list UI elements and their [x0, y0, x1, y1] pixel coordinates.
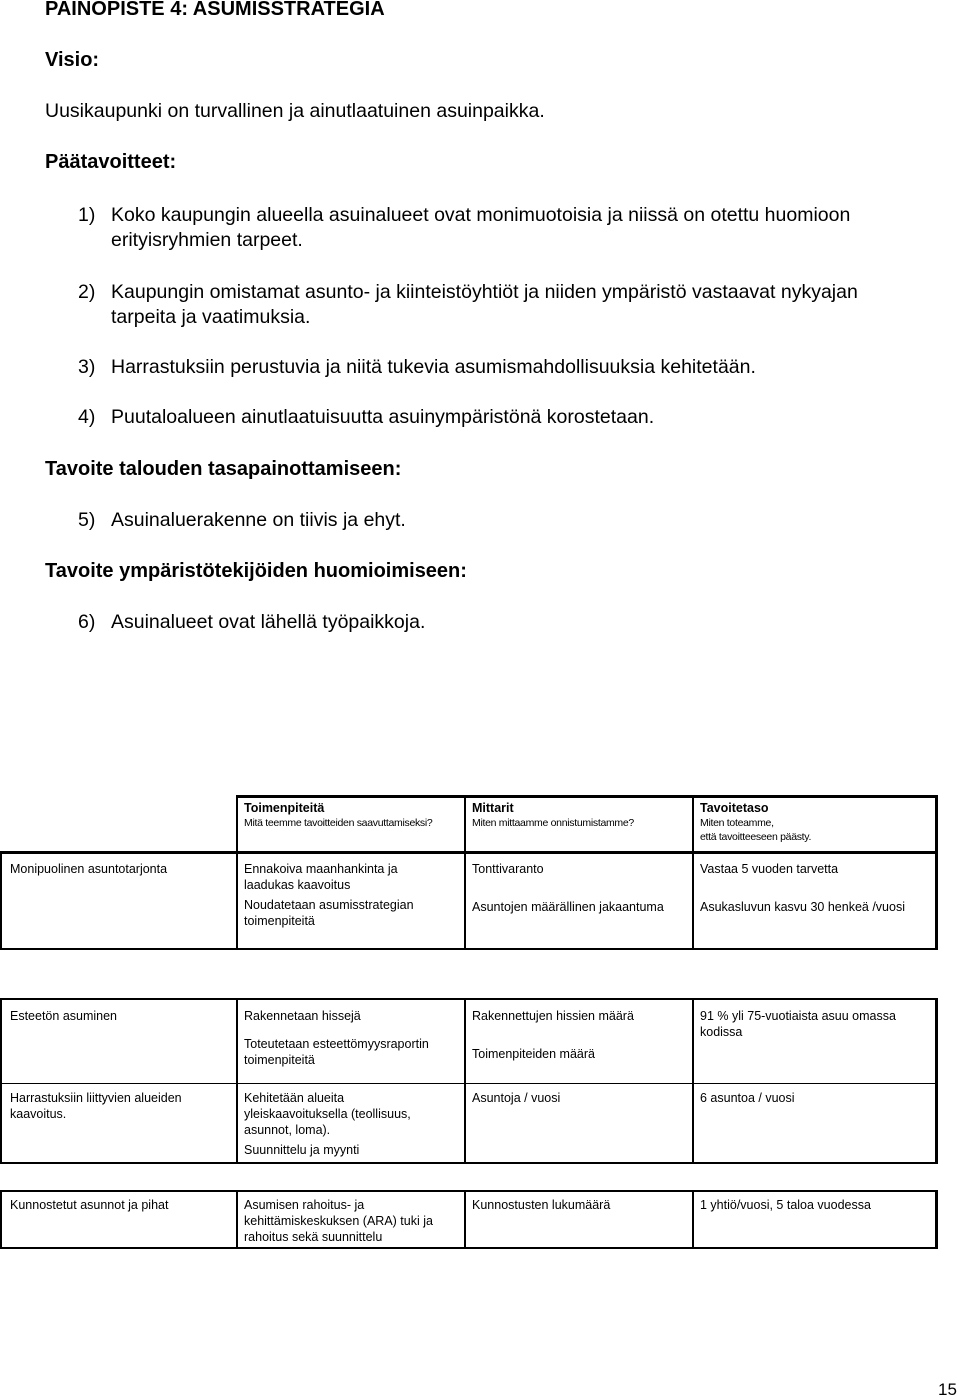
table-border: [236, 1190, 238, 1249]
goal-item: [78, 204, 850, 227]
goal-text: Puutaloalueen ainutlaatuisuutta asuinympäristönä korostetaan.: [111, 406, 655, 428]
column-title: Toimenpiteitä: [244, 801, 325, 815]
cell-line: Suunnittelu ja myynti: [244, 1143, 360, 1157]
column-title: Tavoitetaso: [700, 801, 769, 815]
table-border: [692, 1190, 694, 1249]
table-cell-targets: [700, 1008, 896, 1040]
table-header-cell: [244, 801, 432, 829]
goal-item: [78, 509, 406, 532]
table-border: [0, 998, 938, 1000]
table-header-cell: [700, 801, 811, 843]
cell-line: Asukasluvun kasvu 30 henkeä /vuosi: [700, 900, 905, 914]
goal-number: 2): [78, 281, 96, 303]
goal-text: Harrastuksiin perustuvia ja niitä tukevia asumismahdollisuuksia kehitetään.: [111, 356, 756, 378]
table-border: [236, 795, 238, 853]
goal-number: 4): [78, 406, 96, 428]
cell-line: Asumisen rahoitus- ja: [244, 1198, 365, 1212]
goal-text: Asuinalueet ovat lähellä työpaikkoja.: [111, 611, 426, 633]
cell-line: kehittämiskeskuksen (ARA) tuki ja: [244, 1214, 433, 1228]
goal-text: Asuinaluerakenne on tiivis ja ehyt.: [111, 509, 406, 531]
cell-line: Ennakoiva maanhankinta ja: [244, 862, 398, 876]
table-border: [0, 948, 938, 950]
column-subtitle: Mitä teemme tavoitteiden saavuttamiseksi?: [244, 817, 433, 829]
table-cell-topic: Monipuolinen asuntotarjonta: [10, 862, 168, 876]
page-title: PAINOPISTE 4: ASUMISSTRATEGIA: [45, 0, 385, 20]
cell-line: Asuntojen määrällinen jakaantuma: [472, 900, 664, 914]
table-border: [0, 1083, 938, 1084]
goal-number: 1): [78, 204, 96, 226]
table-border: [236, 795, 938, 798]
table-border: [0, 851, 938, 854]
table-border: [0, 851, 2, 950]
table-border: [464, 998, 466, 1164]
table-border: [0, 1190, 2, 1249]
table-border: [236, 851, 238, 950]
table-cell-topic: [10, 1090, 182, 1122]
cell-line: kodissa: [700, 1025, 743, 1039]
table-border: [0, 1190, 938, 1192]
page-number: 15: [938, 1380, 957, 1399]
goal-item: [78, 406, 654, 429]
cell-line: rahoitus sekä suunnittelu: [244, 1230, 383, 1244]
cell-line: Toteutetaan esteettömyysraportin: [244, 1037, 429, 1051]
goal-text: Kaupungin omistamat asunto- ja kiinteistöyhtiöt ja niiden ympäristö vastaavat nykyajan: [111, 281, 858, 303]
table-border: [0, 998, 2, 1164]
cell-line: yleiskaavoituksella (teollisuus,: [244, 1107, 411, 1121]
column-subtitle: Miten mittaamme onnistumistamme?: [472, 817, 634, 829]
table-header-cell: [472, 801, 634, 829]
column-subtitle: Miten toteamme,: [700, 817, 774, 829]
table-border: [692, 998, 694, 1164]
goals-heading: Päätavoitteet:: [45, 151, 177, 173]
table-border: [464, 795, 466, 950]
goal-item: [78, 281, 858, 304]
table-cell-topic: Kunnostetut asunnot ja pihat: [10, 1198, 169, 1212]
table-border: [464, 1190, 466, 1249]
goal-text-continued: erityisryhmien tarpeet.: [111, 229, 303, 251]
table-border: [0, 1162, 938, 1164]
economy-heading: Tavoite talouden tasapainottamiseen:: [45, 458, 402, 480]
table-border: [692, 795, 694, 950]
cell-line: Toimenpiteiden määrä: [472, 1047, 595, 1061]
table-border: [236, 998, 238, 1164]
table-cell-targets: 1 yhtiö/vuosi, 5 taloa vuodessa: [700, 1198, 871, 1212]
table-cell-topic: Esteetön asuminen: [10, 1009, 118, 1023]
cell-line: 91 % yli 75-vuotiaista asuu omassa: [700, 1009, 896, 1023]
table-cell-actions: [244, 861, 414, 929]
table-cell-targets: 6 asuntoa / vuosi: [700, 1091, 795, 1105]
cell-line: Kehitetään alueita: [244, 1091, 345, 1105]
visio-heading: Visio:: [45, 49, 100, 71]
environment-heading: Tavoite ympäristötekijöiden huomioimiseen:: [45, 560, 467, 582]
cell-line: kaavoitus.: [10, 1107, 67, 1121]
table-border: [935, 998, 938, 1164]
cell-line: laadukas kaavoitus: [244, 878, 351, 892]
cell-line: toimenpiteitä: [244, 914, 315, 928]
table-border: [0, 1247, 938, 1249]
cell-line: Noudatetaan asumisstrategian: [244, 898, 414, 912]
goal-item: [78, 611, 425, 634]
cell-line: toimenpiteitä: [244, 1053, 315, 1067]
goal-number: 5): [78, 509, 96, 531]
table-cell-actions: [244, 1008, 429, 1068]
cell-line: Rakennetaan hissejä: [244, 1009, 361, 1023]
cell-line: Rakennettujen hissien määrä: [472, 1009, 634, 1023]
table-cell-metrics: [472, 861, 664, 915]
table-cell-targets: [700, 861, 905, 915]
table-border: [935, 795, 938, 950]
goal-text-continued: tarpeita ja vaatimuksia.: [111, 306, 311, 328]
goal-number: 6): [78, 611, 96, 633]
table-cell-metrics: [472, 1008, 634, 1062]
cell-line: asunnot, loma).: [244, 1123, 331, 1137]
column-title: Mittarit: [472, 801, 514, 815]
table-cell-metrics: Asuntoja / vuosi: [472, 1091, 561, 1105]
goal-number: 3): [78, 356, 96, 378]
cell-line: Tonttivaranto: [472, 862, 544, 876]
cell-line: Harrastuksiin liittyvien alueiden: [10, 1091, 182, 1105]
goal-item: [78, 356, 756, 379]
goal-text: Koko kaupungin alueella asuinalueet ovat monimuotoisia ja niissä on otettu huomioon: [111, 204, 851, 226]
column-subtitle: että tavoitteeseen päästy.: [700, 831, 812, 843]
table-cell-actions: [244, 1197, 433, 1245]
table-border: [935, 1190, 938, 1249]
visio-text: Uusikaupunki on turvallinen ja ainutlaatuinen asuinpaikka.: [45, 100, 545, 122]
table-cell-metrics: Kunnostusten lukumäärä: [472, 1198, 611, 1212]
cell-line: Vastaa 5 vuoden tarvetta: [700, 862, 839, 876]
table-cell-actions: [244, 1090, 411, 1158]
